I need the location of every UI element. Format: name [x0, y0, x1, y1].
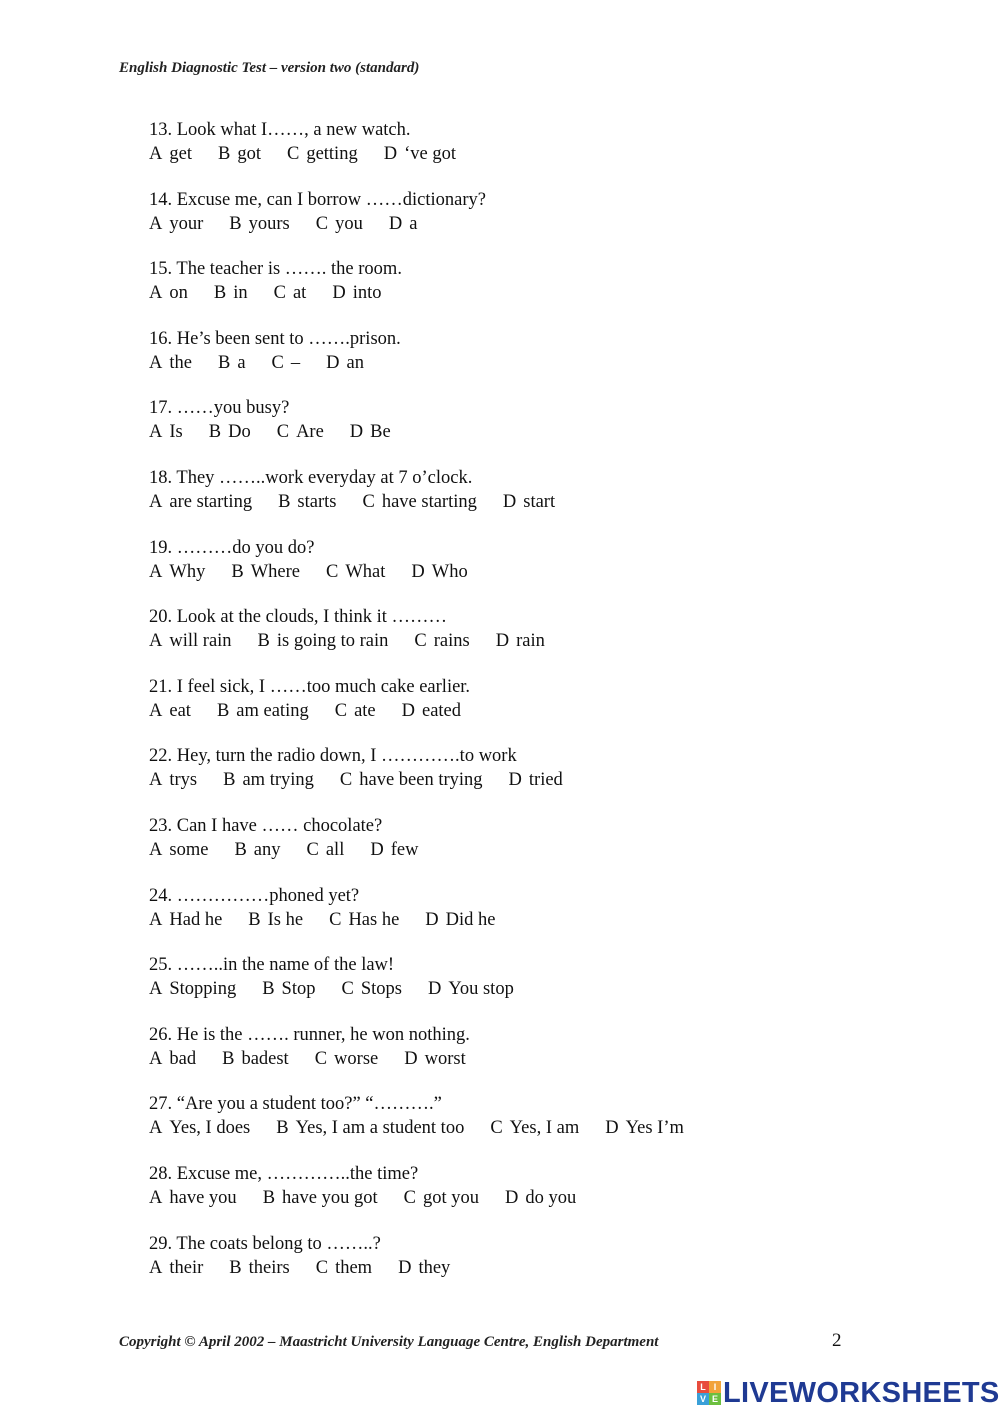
answer-option[interactable]: [315, 1047, 379, 1071]
answer-option[interactable]: [149, 1186, 237, 1210]
brand-name: LIVEWORKSHEETS: [723, 1376, 1000, 1409]
answer-option[interactable]: [362, 490, 476, 514]
option-letter: D: [508, 770, 522, 791]
answer-option[interactable]: [425, 908, 495, 932]
answer-options: [149, 977, 909, 1001]
option-letter: B: [208, 422, 222, 443]
option-text: bad: [169, 1048, 197, 1069]
question-item: [149, 953, 909, 1023]
question-item: [149, 1162, 909, 1232]
answer-options: [149, 142, 909, 166]
option-text: rains: [433, 631, 470, 652]
option-letter: B: [213, 283, 227, 304]
answer-options: [149, 838, 909, 862]
question-text: 13. Look what I……, a new watch.: [149, 120, 411, 140]
question-item: [149, 396, 909, 466]
answer-option[interactable]: [149, 1256, 203, 1280]
option-letter: A: [149, 770, 163, 791]
option-letter: B: [276, 1118, 289, 1139]
option-letter: C: [315, 213, 329, 234]
option-letter: B: [223, 770, 236, 791]
option-text: are starting: [169, 491, 253, 512]
option-text: a: [237, 352, 246, 373]
option-text: your: [169, 213, 204, 234]
answer-option[interactable]: [274, 281, 307, 305]
option-letter: A: [149, 1048, 163, 1069]
answer-option[interactable]: [229, 1256, 289, 1280]
answer-option[interactable]: [149, 490, 252, 514]
option-text: You stop: [448, 979, 514, 1000]
option-text: am eating: [236, 700, 309, 721]
option-text: getting: [306, 144, 358, 164]
option-letter: D: [332, 283, 346, 304]
option-text: Had he: [169, 909, 223, 930]
option-text: you: [335, 213, 363, 234]
answer-options: [149, 1256, 909, 1280]
option-letter: B: [248, 909, 261, 930]
question-text: 22. Hey, turn the radio down, I ………….to work: [149, 746, 517, 767]
option-letter: C: [341, 979, 354, 1000]
option-letter: A: [149, 1118, 163, 1139]
option-text: will rain: [169, 631, 232, 652]
answer-option[interactable]: [149, 281, 188, 305]
answer-options: [149, 212, 909, 236]
option-letter: D: [326, 352, 340, 373]
option-letter: D: [427, 979, 442, 1000]
answer-option[interactable]: [149, 838, 208, 862]
option-letter: A: [149, 1187, 163, 1208]
answer-option[interactable]: [209, 420, 251, 444]
option-letter: D: [504, 1187, 519, 1208]
answer-option[interactable]: [149, 142, 192, 166]
option-text: at: [292, 283, 307, 304]
option-text: some: [169, 839, 209, 860]
logo-tile: E: [709, 1393, 721, 1405]
question-text: 20. Look at the clouds, I think it ………: [149, 607, 448, 628]
option-text: all: [325, 839, 345, 860]
answer-options: [149, 629, 909, 653]
option-text: Yes, I does: [169, 1118, 251, 1139]
option-text: is going to rain: [276, 631, 389, 652]
option-letter: B: [278, 491, 291, 512]
option-letter: C: [414, 631, 427, 652]
option-text: eated: [422, 700, 462, 721]
answer-option[interactable]: [341, 977, 401, 1001]
option-letter: C: [315, 1257, 329, 1278]
answer-option[interactable]: [262, 977, 315, 1001]
answer-option[interactable]: [605, 1116, 684, 1140]
option-letter: B: [262, 979, 275, 1000]
option-text: have starting: [381, 491, 477, 512]
answer-option[interactable]: [149, 351, 192, 375]
answer-options: [149, 351, 909, 375]
option-letter: A: [149, 631, 163, 652]
logo-tile: V: [697, 1393, 709, 1405]
answer-option[interactable]: [326, 560, 385, 584]
answer-option[interactable]: [278, 490, 336, 514]
option-text: trys: [169, 770, 198, 791]
option-text: What: [345, 561, 386, 582]
option-letter: A: [149, 213, 163, 234]
answer-options: [149, 560, 909, 584]
answer-option[interactable]: [263, 1186, 378, 1210]
answer-option[interactable]: [149, 977, 236, 1001]
option-text: have you got: [282, 1187, 378, 1208]
question-item: [149, 605, 909, 675]
option-letter: C: [490, 1118, 503, 1139]
option-text: Where: [250, 561, 300, 582]
question-item: [149, 1232, 909, 1302]
answer-option[interactable]: [149, 1047, 196, 1071]
option-text: ‘ve got: [404, 144, 456, 164]
option-text: on: [169, 283, 188, 304]
option-text: yours: [248, 213, 290, 234]
option-text: am trying: [242, 770, 314, 791]
question-text: 17. ……you busy?: [149, 398, 290, 419]
option-letter: A: [149, 144, 163, 164]
option-text: few: [390, 839, 419, 860]
answer-option[interactable]: [277, 420, 324, 444]
answer-options: [149, 1116, 909, 1140]
question-text: 15. The teacher is ……. the room.: [149, 259, 402, 280]
question-text: 24. ……………phoned yet?: [149, 885, 360, 906]
answer-options: [149, 1047, 909, 1071]
copyright-footer: Copyright © April 2002 – Maastricht University Language Centre, English Department: [119, 1334, 659, 1350]
answer-option[interactable]: [332, 281, 381, 305]
option-letter: D: [495, 631, 510, 652]
option-letter: C: [329, 909, 342, 930]
question-list: [149, 118, 909, 1301]
page-number: 2: [832, 1330, 842, 1351]
option-text: a: [409, 213, 418, 234]
option-letter: D: [398, 1257, 412, 1278]
option-text: any: [253, 839, 281, 860]
answer-options: [149, 420, 909, 444]
option-text: theirs: [248, 1257, 290, 1278]
option-text: worst: [424, 1048, 466, 1069]
question-item: [149, 884, 909, 954]
option-letter: B: [229, 213, 242, 234]
answer-option[interactable]: [428, 977, 514, 1001]
option-text: the: [169, 352, 192, 373]
answer-option[interactable]: [149, 629, 232, 653]
option-text: tried: [528, 770, 563, 791]
option-text: an: [346, 352, 364, 373]
option-letter: B: [217, 352, 231, 373]
option-letter: A: [149, 561, 163, 582]
option-text: Do: [228, 422, 251, 443]
question-text: 14. Excuse me, can I borrow ……dictionary?: [149, 189, 487, 210]
question-text: 29. The coats belong to ……..?: [149, 1233, 381, 1254]
answer-option[interactable]: [272, 351, 301, 375]
answer-option[interactable]: [326, 351, 364, 375]
question-item: [149, 188, 909, 258]
option-letter: C: [271, 352, 284, 373]
answer-option[interactable]: [496, 629, 545, 653]
option-letter: C: [286, 144, 300, 164]
question-text: 21. I feel sick, I ……too much cake earlier.: [149, 676, 471, 697]
option-text: Yes, I am a student too: [295, 1118, 465, 1139]
question-text: 28. Excuse me, …………..the time?: [149, 1163, 419, 1184]
answer-option[interactable]: [149, 699, 191, 723]
option-letter: C: [362, 491, 375, 512]
answer-option[interactable]: [231, 560, 300, 584]
option-text: got you: [422, 1187, 479, 1208]
answer-option[interactable]: [217, 699, 309, 723]
option-letter: A: [149, 352, 163, 373]
option-text: Is: [169, 422, 183, 443]
option-text: ate: [354, 700, 376, 721]
answer-option[interactable]: [258, 629, 389, 653]
option-letter: B: [262, 1187, 276, 1208]
option-letter: A: [149, 491, 163, 512]
answer-options: [149, 699, 909, 723]
question-item: [149, 1092, 909, 1162]
answer-option[interactable]: [370, 838, 418, 862]
answer-option[interactable]: [350, 420, 391, 444]
option-text: start: [523, 491, 556, 512]
option-letter: D: [383, 144, 398, 164]
answer-option[interactable]: [214, 281, 248, 305]
option-text: –: [290, 352, 301, 373]
option-letter: B: [234, 839, 247, 860]
option-letter: D: [411, 561, 425, 582]
answer-options: [149, 908, 909, 932]
option-text: worse: [334, 1048, 379, 1069]
answer-option[interactable]: [404, 1186, 479, 1210]
option-letter: B: [257, 631, 270, 652]
question-text: 16. He’s been sent to …….prison.: [149, 328, 401, 349]
option-letter: A: [149, 700, 163, 721]
option-text: Yes I’m: [625, 1118, 684, 1139]
question-item: [149, 118, 909, 188]
answer-option[interactable]: [149, 908, 222, 932]
option-letter: D: [349, 422, 364, 443]
option-letter: D: [401, 700, 415, 721]
option-letter: D: [425, 909, 439, 930]
option-letter: D: [404, 1048, 418, 1069]
option-letter: C: [273, 283, 286, 304]
option-text: they: [418, 1257, 451, 1278]
answer-option[interactable]: [414, 629, 469, 653]
answer-option[interactable]: [340, 768, 483, 792]
option-text: rain: [516, 631, 545, 652]
answer-option[interactable]: [149, 420, 183, 444]
answer-option[interactable]: [490, 1116, 579, 1140]
option-letter: B: [222, 1048, 235, 1069]
option-text: eat: [169, 700, 191, 721]
option-letter: A: [149, 422, 163, 443]
answer-option[interactable]: [229, 212, 289, 236]
answer-option[interactable]: [402, 699, 461, 723]
option-letter: C: [339, 770, 353, 791]
question-item: [149, 327, 909, 397]
question-item: [149, 536, 909, 606]
option-text: Are: [296, 422, 324, 443]
answer-options: [149, 281, 909, 305]
option-letter: C: [306, 839, 319, 860]
option-letter: C: [403, 1187, 416, 1208]
option-text: got: [237, 144, 261, 164]
option-text: badest: [241, 1048, 289, 1069]
option-text: Stopping: [169, 979, 237, 1000]
option-text: their: [169, 1257, 204, 1278]
question-text: 27. “Are you a student too?” “……….”: [149, 1094, 442, 1115]
option-text: Is he: [267, 909, 304, 930]
question-item: [149, 257, 909, 327]
answer-option[interactable]: [335, 699, 376, 723]
answer-options: [149, 490, 909, 514]
answer-option[interactable]: [316, 1256, 372, 1280]
option-text: have been trying: [359, 770, 483, 791]
option-text: Did he: [445, 909, 496, 930]
answer-options: [149, 1186, 909, 1210]
option-letter: C: [314, 1048, 328, 1069]
option-letter: B: [231, 561, 244, 582]
option-letter: B: [229, 1257, 242, 1278]
option-text: Stops: [360, 979, 402, 1000]
document-header: English Diagnostic Test – version two (standard): [119, 60, 420, 76]
liveworksheets-logo-icon: [697, 1381, 721, 1405]
option-text: Why: [169, 561, 206, 582]
question-text: 23. Can I have …… chocolate?: [149, 815, 383, 836]
option-text: do you: [525, 1187, 577, 1208]
answer-option[interactable]: [505, 1186, 576, 1210]
answer-option[interactable]: [149, 768, 197, 792]
option-text: get: [169, 144, 192, 164]
answer-option[interactable]: [218, 351, 246, 375]
answer-option[interactable]: [503, 490, 555, 514]
option-text: in: [233, 283, 248, 304]
option-letter: A: [149, 1257, 163, 1278]
option-letter: B: [217, 144, 231, 164]
option-text: have you: [169, 1187, 237, 1208]
option-letter: A: [149, 283, 163, 304]
question-item: [149, 466, 909, 536]
answer-option[interactable]: [411, 560, 467, 584]
option-letter: D: [388, 213, 403, 234]
option-text: Stop: [281, 979, 316, 1000]
answer-option[interactable]: [234, 838, 280, 862]
logo-tile: I: [709, 1381, 721, 1393]
option-letter: A: [149, 979, 163, 1000]
option-letter: A: [149, 839, 163, 860]
option-text: Yes, I am: [509, 1118, 580, 1139]
answer-option[interactable]: [329, 908, 399, 932]
option-letter: C: [276, 422, 290, 443]
question-item: [149, 1023, 909, 1093]
option-letter: D: [502, 491, 517, 512]
answer-option[interactable]: [223, 768, 314, 792]
answer-option[interactable]: [276, 1116, 464, 1140]
question-text: 26. He is the ……. runner, he won nothing.: [149, 1024, 470, 1045]
answer-options: [149, 768, 909, 792]
answer-option[interactable]: [389, 212, 418, 236]
option-text: them: [335, 1257, 373, 1278]
answer-option[interactable]: [149, 212, 203, 236]
option-letter: D: [370, 839, 384, 860]
option-text: into: [352, 283, 382, 304]
answer-option[interactable]: [149, 1116, 250, 1140]
question-text: 18. They ……..work everyday at 7 o’clock.: [149, 467, 473, 488]
answer-option[interactable]: [509, 768, 563, 792]
answer-option[interactable]: [222, 1047, 289, 1071]
liveworksheets-brand[interactable]: [697, 1376, 1000, 1410]
option-letter: B: [216, 700, 230, 721]
answer-option[interactable]: [218, 142, 261, 166]
answer-option[interactable]: [404, 1047, 466, 1071]
answer-option[interactable]: [248, 908, 303, 932]
answer-option[interactable]: [398, 1256, 450, 1280]
option-letter: C: [334, 700, 348, 721]
question-text: 19. ………do you do?: [149, 537, 315, 558]
option-text: Who: [431, 561, 468, 582]
answer-option[interactable]: [307, 838, 345, 862]
answer-option[interactable]: [287, 142, 358, 166]
question-item: [149, 814, 909, 884]
question-item: [149, 675, 909, 745]
option-text: Be: [370, 422, 391, 443]
option-letter: A: [149, 909, 163, 930]
option-text: Has he: [348, 909, 400, 930]
question-item: [149, 744, 909, 814]
answer-option[interactable]: [149, 560, 205, 584]
answer-option[interactable]: [316, 212, 363, 236]
question-text: 25. ……..in the name of the law!: [149, 955, 395, 976]
logo-tile: L: [697, 1381, 709, 1393]
option-letter: D: [605, 1118, 619, 1139]
option-letter: C: [325, 561, 339, 582]
answer-option[interactable]: [384, 142, 456, 166]
option-text: starts: [297, 491, 337, 512]
